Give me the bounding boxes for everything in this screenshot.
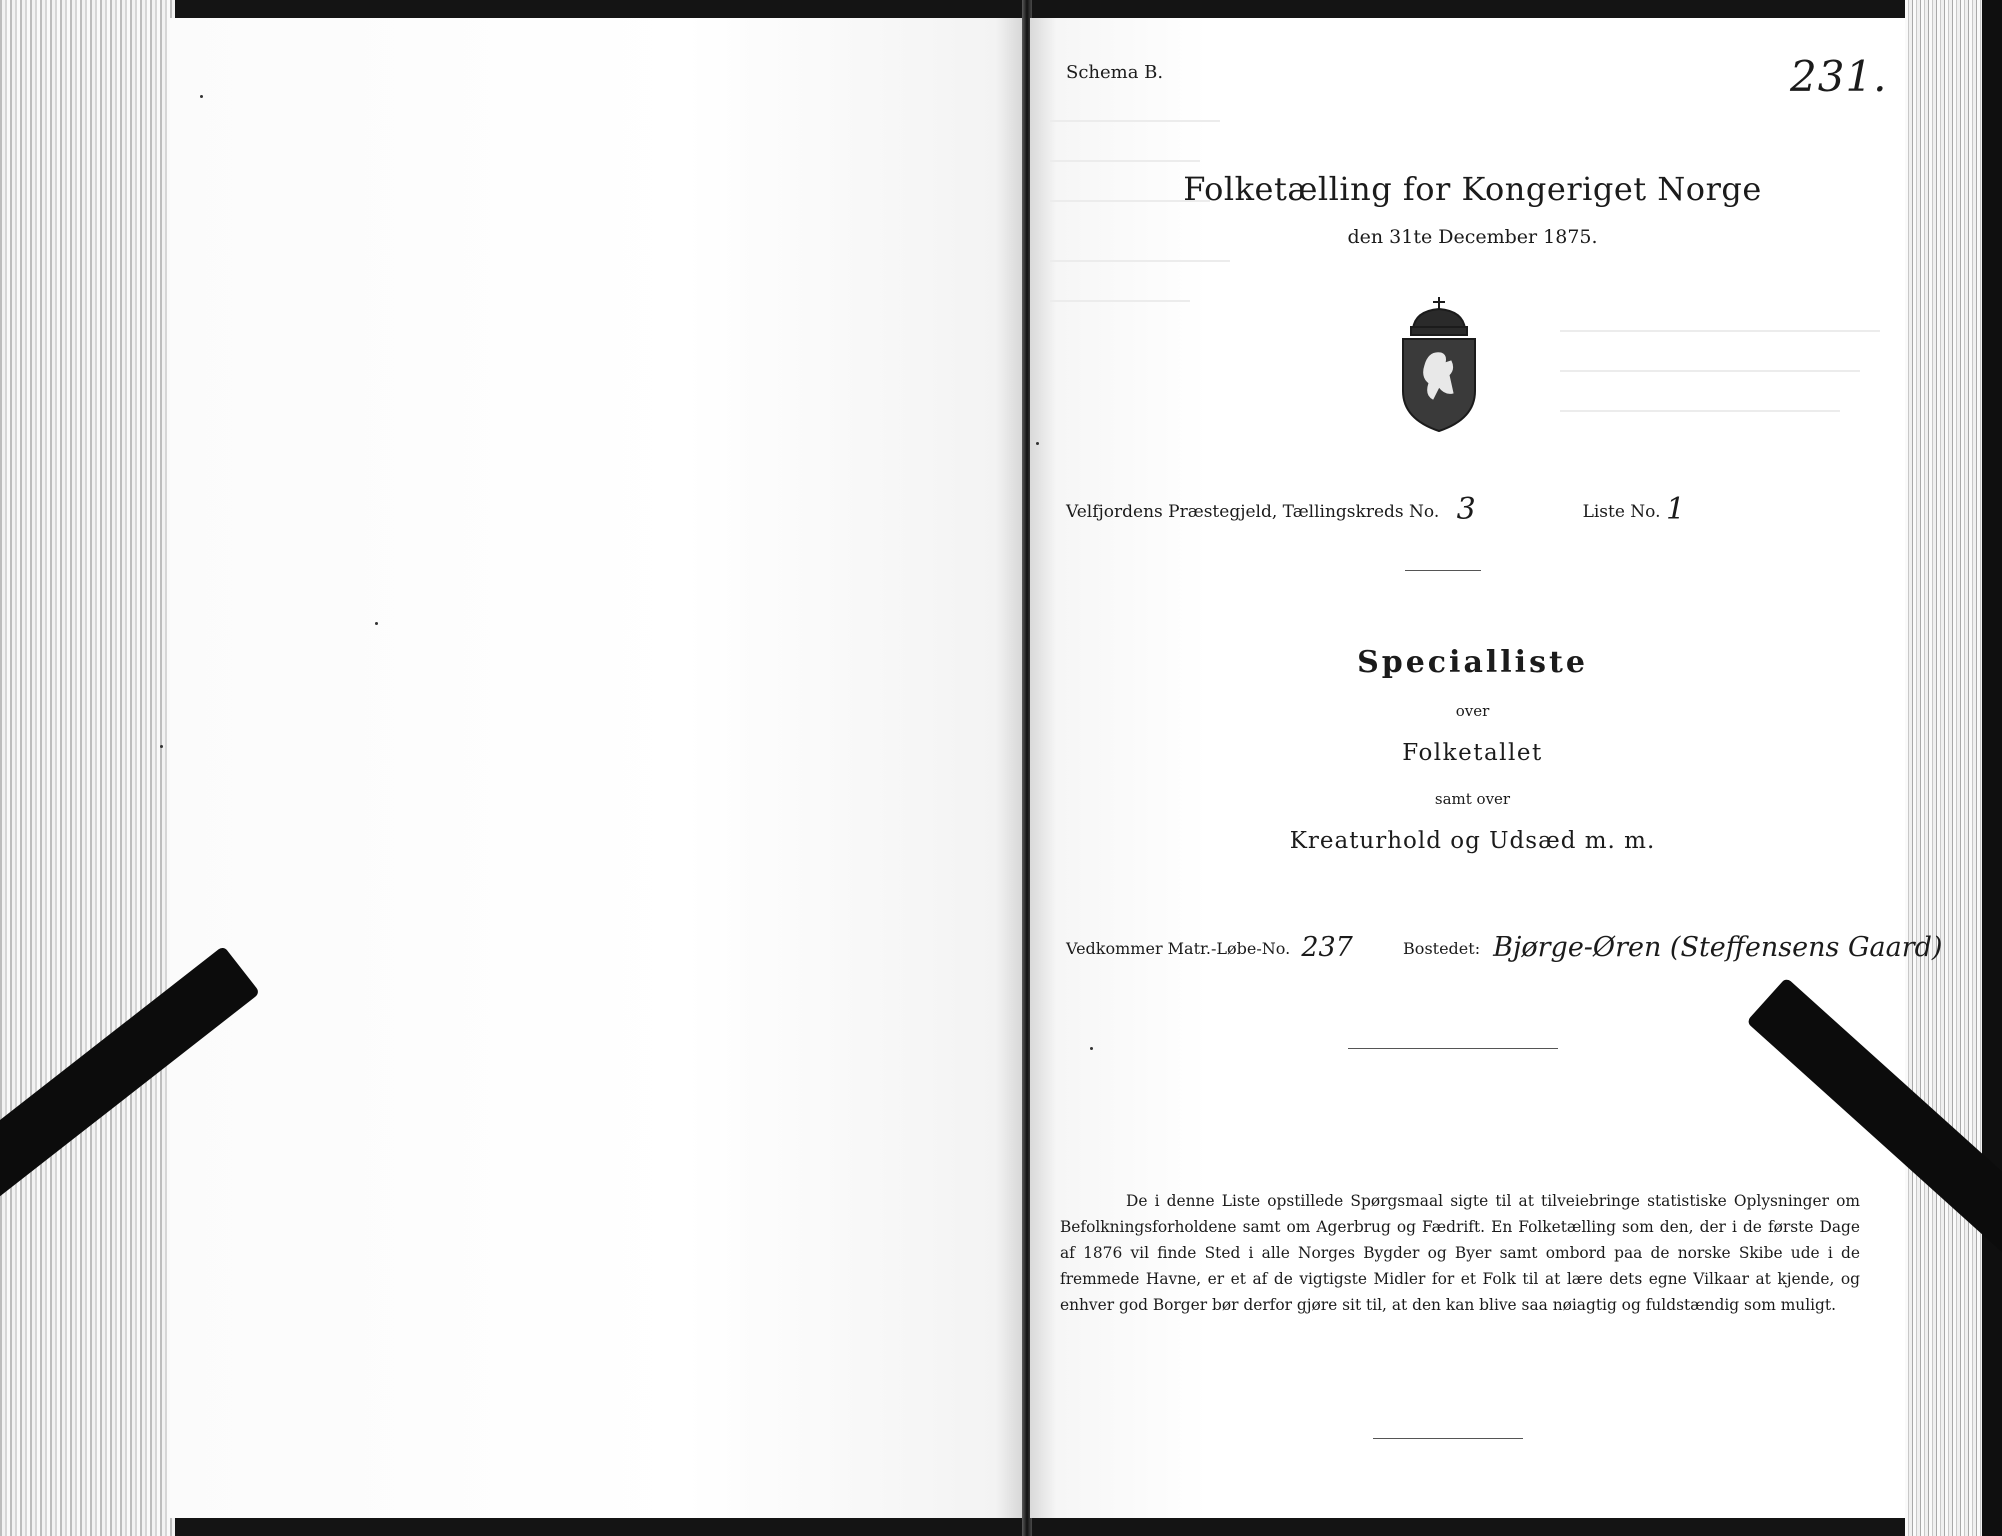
divider-short: [1405, 570, 1481, 571]
district-number-handwritten: 3: [1456, 492, 1476, 527]
right-page-edges: [1905, 0, 2002, 1536]
show-through-line: [1560, 330, 1880, 332]
speck: [160, 745, 163, 748]
norwegian-coat-of-arms-icon: [1395, 295, 1483, 435]
schema-label: Schema B.: [1066, 62, 1164, 83]
place-label: Bostedet:: [1403, 939, 1481, 958]
speck: [200, 95, 203, 98]
show-through-line: [1050, 120, 1220, 122]
show-through-line: [1050, 300, 1190, 302]
samt-over-text: samt over: [1434, 790, 1511, 808]
speck: [375, 622, 378, 625]
divider-medium: [1348, 1048, 1558, 1049]
speck: [1090, 1047, 1093, 1050]
speck: [1036, 442, 1039, 445]
show-through-line: [1560, 410, 1840, 412]
instruction-paragraph: De i denne Liste opstillede Spørgsmaal sigte til at tilveiebringe statistiske Oplysninger om Befolkningsforholdene samt om Agerbrug og Fædrift. En Folketælling som den, der i de første Dage af 1876 vil finde Sted i alle Norges Bygder og Byer samt ombord paa de norske Skibe ude i de fremmede Havne, er et af de vigtigste Midler for et Folk til at lære dets egne Vilkaar at kjende, og enhver god Borger bør derfor gjøre sit til, at den kan blive saa nøiagtig og fuldstændig som muligt.: [1060, 1192, 1860, 1314]
property-line: [1066, 930, 1942, 961]
parish-label: Velfjordens Præstegjeld,: [1066, 502, 1278, 522]
left-page-edges: [0, 0, 175, 1536]
show-through-line: [1050, 160, 1200, 162]
form-title: Folketælling for Kongeriget Norge: [1183, 170, 1762, 208]
matr-number-handwritten: 237: [1301, 932, 1353, 963]
specialliste-heading: Specialliste: [1357, 645, 1588, 680]
page-number: 231.: [1790, 52, 1888, 101]
matr-label: Vedkommer Matr.-Løbe-No.: [1066, 939, 1291, 958]
census-date: den 31te December 1875.: [1347, 226, 1598, 248]
divider-bottom: [1373, 1438, 1523, 1439]
district-line: [1066, 490, 1685, 525]
show-through-line: [1560, 370, 1860, 372]
list-number-handwritten: 1: [1665, 492, 1686, 527]
left-blank-page: [170, 18, 1030, 1518]
place-name-handwritten: Bjørge-Øren (Steffensens Gaard): [1493, 932, 1943, 963]
district-label: Tællingskreds No.: [1282, 502, 1440, 522]
over-text: over: [1455, 702, 1490, 720]
folketallet-text: Folketallet: [1402, 740, 1543, 766]
list-label: Liste No.: [1582, 502, 1661, 522]
kreaturhold-text: Kreaturhold og Udsæd m. m.: [1289, 828, 1656, 854]
show-through-line: [1050, 260, 1230, 262]
